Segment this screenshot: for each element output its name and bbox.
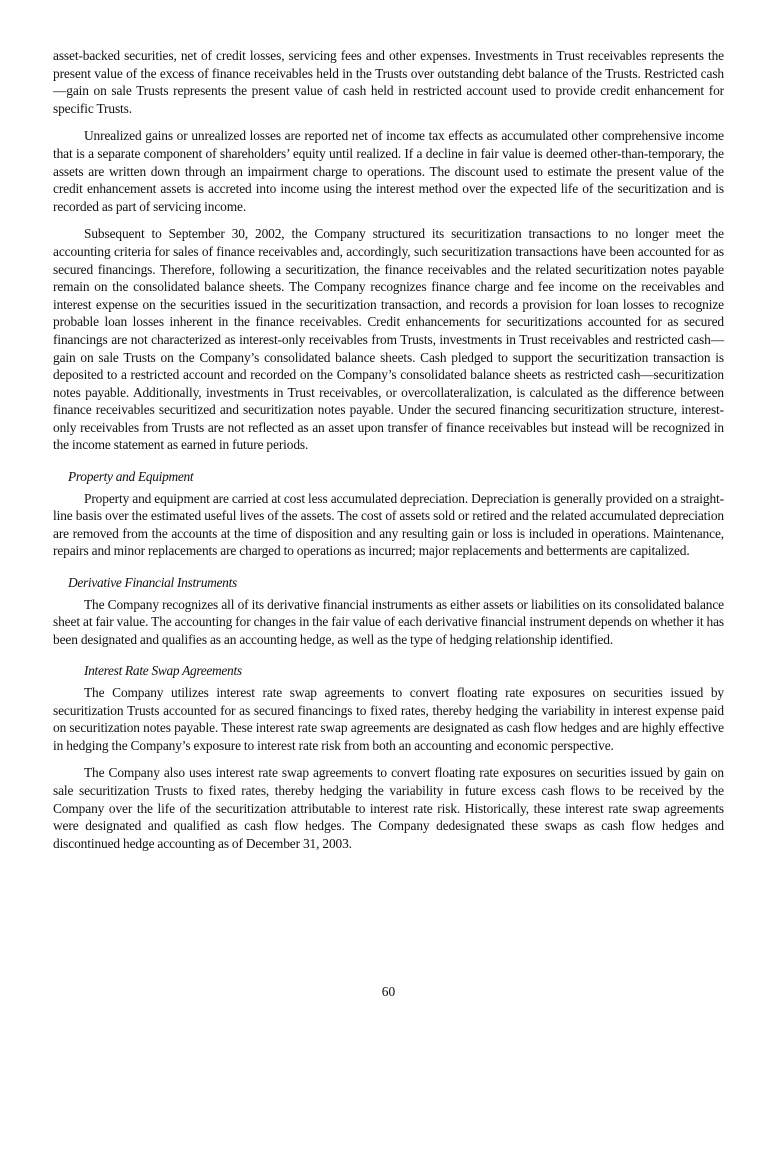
paragraph-credit-enhancement-continued: asset-backed securities, net of credit losses, servicing fees and other expenses. Investments in Trust receivables represents the present value of the excess of finance receivables held in the Trusts over outstanding debt balance of the Trusts. Restricted cash—gain on sale Trusts represents the present value of cash held in restricted account used to provide credit enhancement for specific Trusts. bbox=[53, 48, 724, 116]
paragraph-unrealized-gains: Unrealized gains or unrealized losses are reported net of income tax effects as accumulated other comprehensive income that is a separate component of shareholders’ equity until realized. If a decline in fair value is deemed other-than-temporary, the assets are written down through an impairment charge to operations. The discount used to estimate the present value of the credit enhancement assets is accreted into income using the interest method over the expected life of the securitization and is recorded as part of servicing income. bbox=[53, 128, 724, 214]
heading-property-and-equipment: Property and Equipment bbox=[68, 469, 194, 485]
spacer bbox=[53, 754, 724, 764]
spacer bbox=[53, 117, 724, 127]
document-page bbox=[53, 47, 724, 852]
paragraph-property-and-equipment: Property and equipment are carried at cost less accumulated depreciation. Depreciation is generally provided on a straight-line basis over the estimated useful lives of the assets. The cost of assets sold or retired and the related accumulated depreciation are removed from the accounts at the time of disposition and any resulting gain or loss is included in operations. Maintenance, repairs and minor replacements are charged to operations as incurred; major replacements and betterments are capitalized. bbox=[53, 490, 724, 559]
spacer bbox=[53, 648, 724, 662]
page-number: 60 bbox=[381, 984, 396, 999]
heading-derivative-financial-instruments: Derivative Financial Instruments bbox=[68, 575, 237, 591]
heading-interest-rate-swap-agreements: Interest Rate Swap Agreements bbox=[84, 663, 242, 679]
paragraph-swap-secured-financings: The Company utilizes interest rate swap agreements to convert floating rate exposures on securities issued by securitization Trusts accounted for as secured financings to fixed rates, thereby hedging the variability in interest expense paid on securitization notes payable. These interest rate swap agreements are designated as cash flow hedges and are highly effective in hedging the Company’s exposure to interest rate risk from both an accounting and economic perspective. bbox=[53, 685, 724, 753]
spacer bbox=[53, 560, 724, 574]
paragraph-swap-gain-on-sale: The Company also uses interest rate swap agreements to convert floating rate exposures on securities issued by gain on sale securitization Trusts to fixed rates, thereby hedging the variability in future excess cash flows to be received by the Company over the life of the securitization attributable to interest rate risk. Historically, these interest rate swap agreements were designated and qualified as cash flow hedges. The Company dedesignated these swaps as cash flow hedges and discontinued hedge accounting as of December 31, 2003. bbox=[53, 765, 724, 851]
spacer bbox=[53, 454, 724, 468]
paragraph-secured-financings: Subsequent to September 30, 2002, the Company structured its securitization transactions to no longer meet the accounting criteria for sales of finance receivables and, accordingly, such securitization transactions have been accounted for as secured financings. Therefore, following a securitization, the finance receivables and the related securitization notes payable remain on the consolidated balance sheets. The Company recognizes finance charge and fee income on the receivables and interest expense on the securities issued in the securitization transaction, and records a provision for loan losses to recognize probable loan losses inherent in the finance receivables. Credit enhancements for securitizations accounted for as secured financings are not characterized as interest-only receivables from Trusts, investments in Trust receivables and restricted cash—gain on sale Trusts on the Company’s consolidated balance sheets. Cash pledged to support the securitization transaction is deposited to a restricted account and recorded on the Company’s consolidated balance sheets as restricted cash—securitization notes payable. Additionally, investments in Trust receivables, or overcollateralization, is calculated as the difference between finance receivables securitized and securitization notes payable. Under the secured financing securitization structure, interest-only receivables from Trusts are not reflected as an asset upon transfer of finance receivables but instead will be recognized in the income statement as earned in future periods. bbox=[53, 226, 724, 453]
spacer bbox=[53, 215, 724, 225]
paragraph-derivative-financial-instruments: The Company recognizes all of its derivative financial instruments as either assets or liabilities on its consolidated balance sheet at fair value. The accounting for changes in the fair value of each derivative financial instrument depends on whether it has been designated and qualifies as an accounting hedge, as well as the type of hedging relationship identified. bbox=[53, 596, 724, 647]
